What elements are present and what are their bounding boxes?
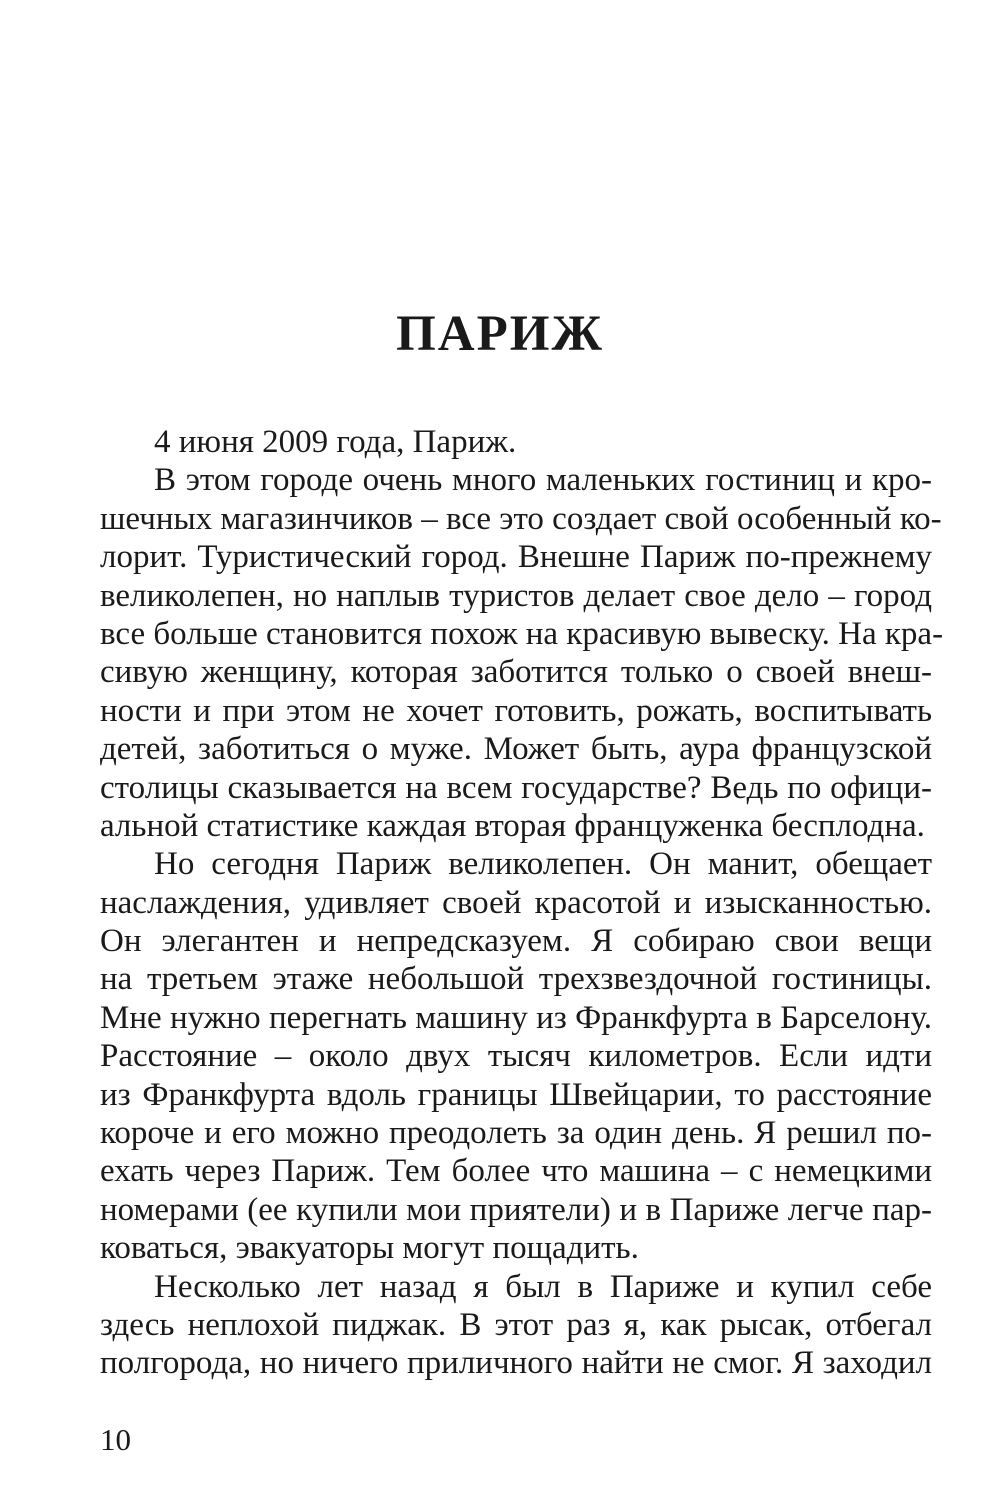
text-line: Расстояние – около двух тысяч километров. Если идти [100,1038,932,1075]
text-line: коваться, эвакуаторы могут пощадить. [100,1230,639,1267]
chapter-title: ПАРИЖ [396,306,604,362]
text-line: лорит. Туристический город. Внешне Париж по-прежнему [100,539,932,576]
text-line: Несколько лет назад я был в Париже и купил себе [154,1268,932,1305]
text-line: Он элегантен и непредсказуем. Я собираю свои вещи [100,923,932,960]
text-line: все больше становится похож на красивую вывеску. На кра- [100,615,944,652]
text-line: полгорода, но ничего приличного найти не смог. Я заходил [100,1345,932,1382]
text-line: шечных магазинчиков – все это создает свой особенный ко- [100,500,942,537]
text-line: короче и его можно преодолеть за один день. Я решил по- [100,1115,932,1152]
text-line: номерами (ее купили мои приятели) и в Париже легче пар- [100,1191,932,1228]
text-line: здесь неплохой пиджак. В этот раз я, как рысак, отбегал [100,1306,932,1343]
text-line: ности и при этом не хочет готовить, рожать, воспитывать [100,692,932,729]
text-line: из Франкфурта вдоль границы Швейцарии, то расстояние [100,1076,932,1113]
text-line: столицы сказывается на всем государстве? Ведь по офици- [100,769,932,806]
text-line: на третьем этаже небольшой трехзвездочной гостиницы. [100,961,932,998]
text-line: великолепен, но наплыв туристов делает свое дело – город [100,577,932,614]
text-line: В этом городе очень много маленьких гостиниц и кро- [154,462,932,499]
body-text [100,423,944,1383]
text-line: детей, заботиться о муже. Может быть, аура французской [100,731,932,768]
text-line: Но сегодня Париж великолепен. Он манит, обещает [154,846,932,883]
text-line: 4 июня 2009 года, Париж. [154,424,517,460]
text-line: альной статистике каждая вторая француженка бесплодна. [100,807,925,844]
text-line: ехать через Париж. Тем более что машина – с немецкими [100,1153,932,1190]
page-number: 10 [100,1422,131,1457]
text-line: наслаждения, удивляет своей красотой и изысканностью. [100,884,932,921]
text-line: Мне нужно перегнать машину из Франкфурта в Барселону. [100,999,932,1036]
text-line: сивую женщину, которая заботится только о своей внеш- [100,654,932,691]
